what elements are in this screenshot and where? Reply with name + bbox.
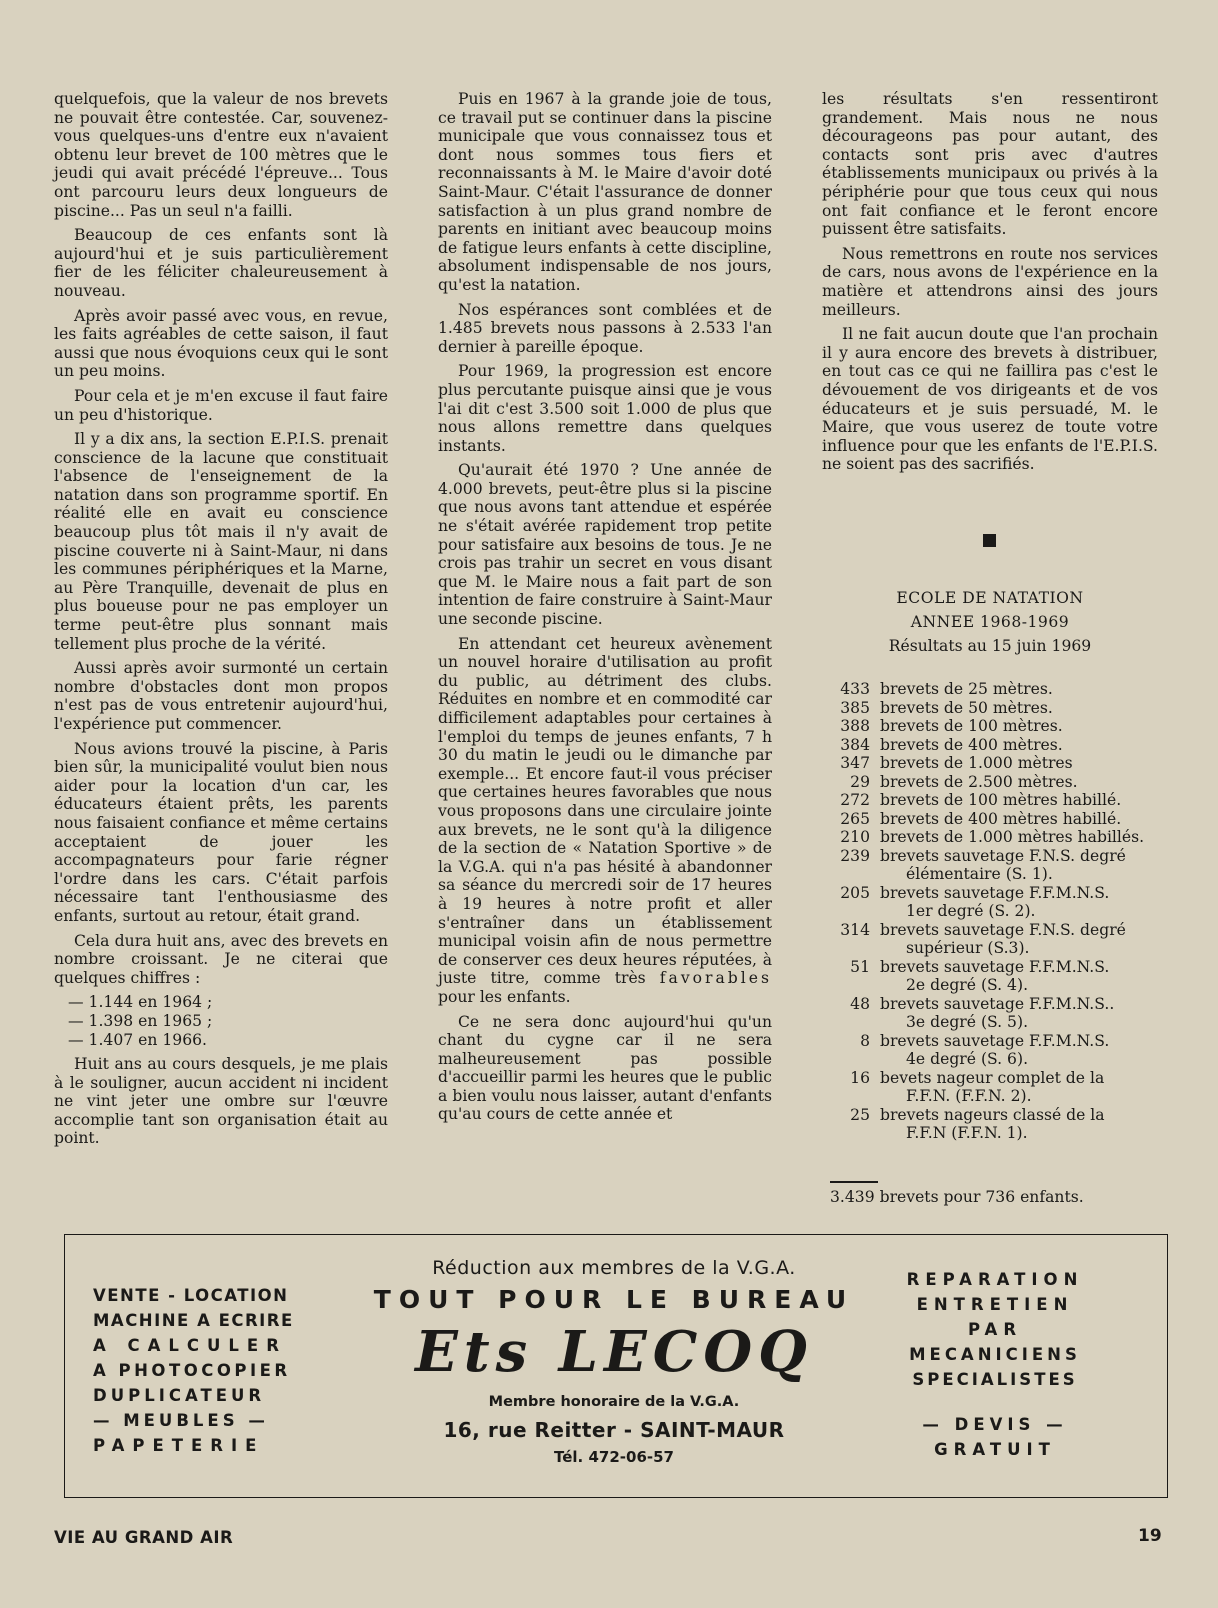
ad-line: MECANICIENS xyxy=(909,1345,1081,1364)
ad-line: A CALCULER xyxy=(93,1336,287,1355)
section-separator-square xyxy=(983,534,996,547)
paragraph: Nous remettrons en route nos services de cars, nous avons de l'expérience en la matière et attendrons ainsi des jours meilleurs. xyxy=(822,244,1158,319)
results-label: bevets nageur complet de la xyxy=(880,1068,1105,1087)
results-row xyxy=(826,773,1166,792)
paragraph: les résultats s'en ressentiront grandement. Mais nous ne nous décourageons pas pour autant, des contacts sont pris avec d'autres établissements municipaux ou privés à la périphérie pour que tous ceux qui nous ont fait confiance et le feront encore puissent être satisfaits. xyxy=(822,90,1158,239)
ad-reduction: Réduction aux membres de la V.G.A. xyxy=(432,1257,796,1279)
results-label: brevets sauvetage F.F.M.N.S. xyxy=(880,1031,1110,1050)
ad-line: DUPLICATEUR xyxy=(93,1386,266,1405)
magazine-title: VIE AU GRAND AIR xyxy=(54,1528,234,1547)
ad-line: MACHINE A ECRIRE xyxy=(93,1311,294,1330)
results-count: 314 xyxy=(840,920,870,939)
results-row xyxy=(826,717,1166,736)
ad-line: PAR xyxy=(967,1320,1023,1339)
results-sublabel: élémentaire (S. 1). xyxy=(906,865,1053,883)
results-row xyxy=(826,958,1166,977)
results-count: 385 xyxy=(840,698,870,717)
results-label: brevets de 50 mètres. xyxy=(880,698,1053,717)
results-row xyxy=(826,847,1166,866)
results-year: ANNEE 1968-1969 xyxy=(910,613,1070,631)
results-label: brevets de 1.000 mètres habillés. xyxy=(880,828,1145,846)
results-row xyxy=(826,995,1166,1014)
paragraph: Après avoir passé avec vous, en revue, les faits agréables de cette saison, il faut aussi que nous évoquions ceux qui le sont un peu moins. xyxy=(54,306,388,381)
results-sublabel: F.F.N (F.F.N. 1). xyxy=(906,1124,1028,1142)
paragraph: Nos espérances sont comblées et de 1.485 brevets nous passons à 2.533 l'an dernier à pareille époque. xyxy=(438,300,772,356)
paragraph-text: En attendant cet heureux avènement un nouvel horaire d'utilisation au profit du public, au détriment des clubs. Réduites en nombre et en commodité car difficilement adaptables pour certaines à l'emploi du temps de jeunes enfants, 7 h 30 du matin le jeudi ou le dimanche par exemple... Et encore faut-il vous préciser que certaines heures favorables que nous vous proposons dans une circulaire jointe aux brevets, ne le sont qu'à la diligence de la section de « Natation Sportive » de la V.G.A. qui n'a pas hésité à abandonner sa séance du mercredi soir de 17 heures à 19 heures à notre profit et aller s'entraîner dans un établissement municipal voisin afin de nous permettre de conserver ces deux heures réputées, à juste titre, comme très xyxy=(438,634,772,988)
results-count: 272 xyxy=(840,791,870,809)
ad-repair-block xyxy=(885,1267,1105,1462)
results-label: brevets sauvetage F.F.M.N.S. xyxy=(880,957,1110,976)
results-row xyxy=(826,884,1166,903)
results-count: 16 xyxy=(850,1068,870,1087)
results-sublabel: 4e degré (S. 6). xyxy=(906,1050,1029,1068)
results-row xyxy=(826,699,1166,718)
total-rule xyxy=(830,1181,878,1183)
results-row xyxy=(826,921,1166,940)
paragraph: Pour cela et je m'en excuse il faut faire un peu d'historique. xyxy=(54,386,388,424)
ad-line: ENTRETIEN xyxy=(916,1295,1074,1314)
results-label: brevets de 25 mètres. xyxy=(880,680,1053,698)
results-label: brevets sauvetage F.N.S. degré xyxy=(880,920,1126,939)
paragraph: Puis en 1967 à la grande joie de tous, ce travail put se continuer dans la piscine municipale que vous connaissez tous et dont nous sommes tous fiers et reconnaissants à M. le Maire d'avoir doté Saint-Maur. C'était l'assurance de donner satisfaction à un plus grand nombre de parents en initiant avec beaucoup moins de fatigue leurs enfants à cette discipline, absolument indispensable de nos jours, qu'est la natation. xyxy=(438,90,772,294)
paragraph: Qu'aurait été 1970 ? Une année de 4.000 brevets, peut-être plus si la piscine que nous avons tant attendue et espérée ne s'était avérée rapidement trop petite pour satisfaire aux besoins de tous. Je ne crois pas trahir un secret en vous disant que M. le Maire nous a fait part de son intention de faire construire à Saint-Maur une seconde piscine. xyxy=(438,461,772,629)
results-label: brevets de 1.000 mètres xyxy=(880,754,1073,772)
results-row xyxy=(826,1032,1166,1051)
results-label: brevets sauvetage F.N.S. degré xyxy=(880,846,1126,865)
results-label: brevets de 2.500 mètres. xyxy=(880,772,1078,791)
list-item: — 1.398 en 1965 ; xyxy=(68,1011,213,1030)
spaced-word: favorables xyxy=(659,969,772,988)
ad-address: 16, rue Reitter - SAINT-MAUR xyxy=(443,1418,785,1442)
paragraph: Il ne fait aucun doute que l'an prochain il y aura encore des brevets à distribuer, en tout cas ce qui ne faillira pas c'est le dévouement de vos dirigeants et de vos éducateurs et je suis persuadé, M. le Maire, que vous userez de toute votre influence pour que les enfants de l'E.P.I.S. ne soient pas des sacrifiés. xyxy=(822,325,1158,474)
ad-headline: TOUT POUR LE BUREAU xyxy=(373,1285,855,1314)
list-item: — 1.144 en 1964 ; xyxy=(68,993,213,1012)
ad-center-block xyxy=(353,1257,875,1466)
results-row xyxy=(826,1069,1166,1088)
ad-line: — MEUBLES — xyxy=(93,1411,269,1430)
results-sublabel: 3e degré (S. 5). xyxy=(906,1013,1029,1031)
results-row xyxy=(826,1106,1166,1125)
results-sublabel: 1er degré (S. 2). xyxy=(906,902,1036,920)
ad-line: REPARATION xyxy=(906,1270,1084,1289)
article-column-1 xyxy=(54,90,388,1148)
results-count: 25 xyxy=(850,1105,870,1124)
results-count: 48 xyxy=(850,994,870,1013)
advertisement-box xyxy=(64,1234,1168,1498)
list-item: — 1.407 en 1966. xyxy=(68,1030,208,1049)
paragraph: quelquefois, que la valeur de nos brevets ne pouvait être contestée. Car, souvenez-vous quelques-uns d'entre eux n'avaient obtenu leur brevet de 100 mètres que le jeudi qui avait précédé l'épreuve... Tous ont parcouru leurs deux longueurs de piscine... Pas un seul n'a failli. xyxy=(54,90,388,220)
results-count: 51 xyxy=(850,957,870,976)
paragraph: Huit ans au cours desquels, je me plais à le souligner, aucun accident ni incident ne vint jeter une ombre sur l'œuvre accomplie tant son organisation était au point. xyxy=(54,1055,388,1148)
results-list xyxy=(826,680,1166,1143)
article-column-3 xyxy=(822,90,1158,474)
paragraph-text: pour les enfants. xyxy=(438,987,571,1006)
results-count: 347 xyxy=(840,754,870,772)
results-count: 433 xyxy=(840,680,870,698)
results-label: brevets de 400 mètres. xyxy=(880,735,1063,754)
results-count: 210 xyxy=(840,828,870,846)
results-sublabel: supérieur (S.3). xyxy=(906,939,1030,957)
ad-line: A PHOTOCOPIER xyxy=(93,1361,291,1380)
ad-line: GRATUIT xyxy=(934,1440,1056,1459)
results-row xyxy=(826,791,1166,810)
results-row xyxy=(826,754,1166,773)
results-label: brevets de 100 mètres. xyxy=(880,717,1063,735)
results-count: 384 xyxy=(840,735,870,754)
ad-line: — DEVIS — xyxy=(922,1415,1068,1434)
results-label: brevets de 400 mètres habillé. xyxy=(880,809,1122,828)
results-row xyxy=(826,736,1166,755)
results-title: ECOLE DE NATATION xyxy=(896,589,1084,607)
paragraph: Aussi après avoir surmonté un certain nombre d'obstacles dont mon propos n'est pas de vous entretenir aujourd'hui, l'expérience put commencer. xyxy=(54,659,388,733)
results-row xyxy=(826,680,1166,699)
results-count: 8 xyxy=(860,1031,870,1050)
results-row xyxy=(826,810,1166,829)
paragraph: Beaucoup de ces enfants sont là aujourd'hui et je suis particulièrement fier de les féliciter chaleureusement à nouveau. xyxy=(54,226,388,300)
paragraph: Il y a dix ans, la section E.P.I.S. prenait conscience de la lacune que constituait l'absence de l'enseignement de la natation dans son programme sportif. En réalité elle en avait eu conscience beaucoup plus tôt mais il n'y avait de piscine couverte ni à Saint-Maur, ni dans les communes périphériques et la Marne, au Père Tranquille, devenait de plus en plus boueuse pour ne pas employer un terme peut-être plus sonnant mais tellement plus proche de la vérité. xyxy=(54,430,388,653)
results-count: 205 xyxy=(840,883,870,902)
results-count: 388 xyxy=(840,717,870,735)
results-label: brevets sauvetage F.F.M.N.S.. xyxy=(880,994,1115,1013)
results-label: brevets sauvetage F.F.M.N.S. xyxy=(880,883,1110,902)
ad-services-list xyxy=(93,1283,313,1458)
ad-member-note: Membre honoraire de la V.G.A. xyxy=(488,1394,740,1410)
results-count: 265 xyxy=(840,809,870,828)
results-row xyxy=(826,828,1166,847)
results-date: Résultats au 15 juin 1969 xyxy=(888,637,1092,655)
page-number: 19 xyxy=(1138,1526,1162,1546)
paragraph: Cela dura huit ans, avec des brevets en nombre croissant. Je ne citerai que quelques chiffres : xyxy=(54,931,388,987)
ad-line: SPECIALISTES xyxy=(912,1370,1078,1389)
paragraph: Nous avions trouvé la piscine, à Paris bien sûr, la municipalité voulut bien nous aider pour la location d'un car, les éducateurs étaient prêts, les parents nous faisaient confiance et même certains acceptaient de jouer les accompagnateurs pour farie régner l'ordre dans les cars. C'était parfois nécessaire tant l'enthousiasme des enfants, surtout au retour, était grand. xyxy=(54,739,388,925)
paragraph xyxy=(438,635,772,1007)
ad-line: PAPETERIE xyxy=(93,1436,265,1455)
results-count: 239 xyxy=(840,846,870,865)
results-count: 29 xyxy=(850,772,870,791)
results-sublabel: F.F.N. (F.F.N. 2). xyxy=(906,1087,1032,1105)
results-sublabel: 2e degré (S. 4). xyxy=(906,976,1029,994)
paragraph: Ce ne sera donc aujourd'hui qu'un chant du cygne car il ne sera malheureusement pas possible d'accueillir parmi les heures que le public a bien voulu nous laisser, autant d'enfants qu'au cours de cette année et xyxy=(438,1012,772,1124)
ad-brand-name: Ets LECOQ xyxy=(415,1319,813,1385)
ad-telephone: Tél. 472-06-57 xyxy=(554,1448,674,1466)
article-column-2 xyxy=(438,90,772,1124)
results-label: brevets nageurs classé de la xyxy=(880,1105,1105,1124)
paragraph: Pour 1969, la progression est encore plus percutante puisque ainsi que je vous l'ai dit c'est 3.500 soit 1.000 de plus que nous allons remettre dans quelques instants. xyxy=(438,362,772,455)
ad-line: VENTE - LOCATION xyxy=(93,1286,289,1305)
results-total: 3.439 brevets pour 736 enfants. xyxy=(830,1188,1084,1206)
results-heading xyxy=(842,586,1138,658)
results-label: brevets de 100 mètres habillé. xyxy=(880,791,1122,809)
